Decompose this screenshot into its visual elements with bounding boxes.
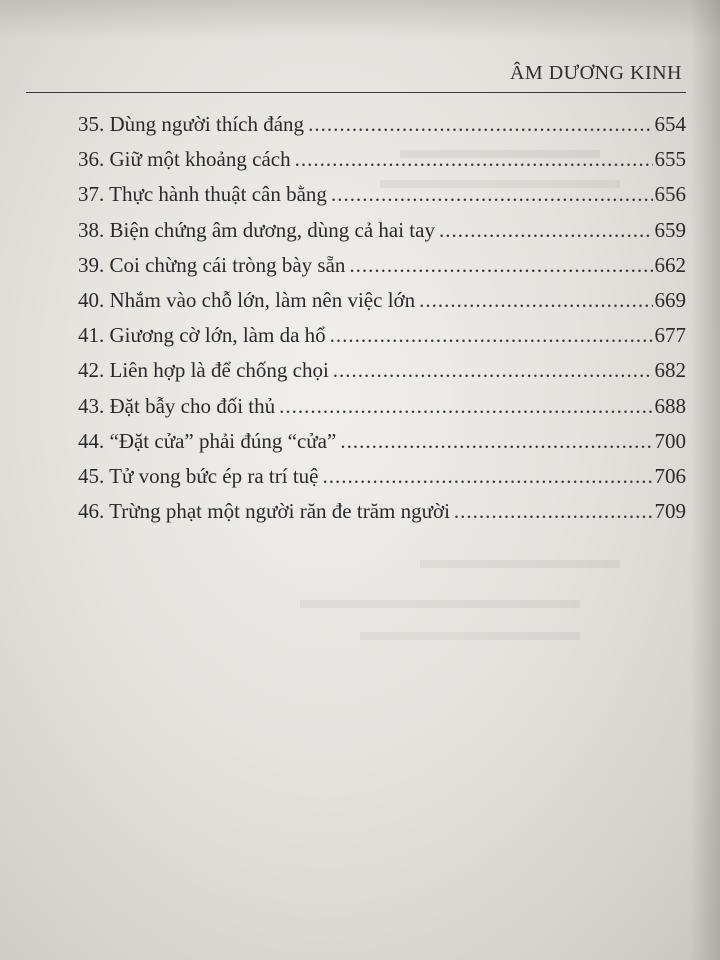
dot-leader: [295, 147, 653, 172]
toc-entry: [78, 394, 686, 429]
toc-entry-title: 39. Coi chừng cái tròng bày sẵn: [78, 252, 346, 277]
dot-leader: [454, 499, 653, 524]
dot-leader: [349, 253, 652, 278]
toc-entry: [78, 499, 686, 534]
toc-entry-page: 656: [654, 182, 686, 207]
toc-entry-title: 35. Dùng người thích đáng: [78, 112, 305, 136]
toc-entry-page: 659: [654, 217, 686, 242]
toc-entry-title: 44. “Đặt cửa” phải đúng “cửa”: [78, 428, 337, 453]
toc-entry-title: 42. Liên hợp là để chống chọi: [78, 358, 329, 383]
toc-entry: [78, 112, 686, 147]
toc-entry-page: 709: [654, 499, 686, 524]
toc-entry: [78, 288, 686, 323]
toc-entry-page: 688: [654, 393, 686, 418]
bleed-through-texture: [300, 600, 580, 608]
header-rule: [26, 92, 686, 93]
toc-entry-title: 38. Biện chứng âm dương, dùng cả hai tay: [78, 217, 435, 242]
toc-entry: [78, 147, 686, 182]
toc-entry-page: 700: [654, 428, 686, 453]
dot-leader: [340, 429, 652, 454]
page-top-shadow: [0, 0, 720, 40]
toc-entry-title: 40. Nhắm vào chỗ lớn, làm nên việc lớn: [78, 287, 416, 312]
dot-leader: [330, 323, 653, 348]
toc-entry-title: 46. Trừng phạt một người răn đe trăm người: [78, 499, 450, 524]
dot-leader: [333, 358, 653, 383]
table-of-contents: [78, 112, 686, 534]
dot-leader: [308, 112, 652, 137]
toc-entry: [78, 253, 686, 288]
toc-entry: [78, 429, 686, 464]
toc-entry: [78, 323, 686, 358]
dot-leader: [331, 182, 653, 207]
toc-entry-title: 36. Giữ một khoảng cách: [78, 147, 291, 172]
bleed-through-texture: [360, 632, 580, 640]
toc-entry-title: 41. Giương cờ lớn, làm da hổ: [78, 323, 326, 348]
toc-entry-page: 682: [654, 358, 686, 383]
dot-leader: [419, 288, 652, 313]
toc-entry-page: 662: [654, 252, 686, 277]
toc-entry: [78, 182, 686, 217]
toc-entry-title: 37. Thực hành thuật cân bằng: [78, 182, 327, 207]
toc-entry: [78, 464, 686, 499]
dot-leader: [279, 394, 652, 419]
running-header: ÂM DƯƠNG KINH: [509, 62, 682, 84]
toc-entry-page: 706: [654, 463, 686, 488]
toc-entry: [78, 218, 686, 253]
bleed-through-texture: [420, 560, 620, 568]
toc-entry-page: 654: [654, 112, 686, 136]
page-right-shadow: [690, 0, 720, 960]
toc-entry-page: 655: [654, 147, 686, 172]
dot-leader: [439, 218, 653, 243]
dot-leader: [323, 464, 653, 489]
toc-entry-page: 669: [654, 287, 686, 312]
toc-entry-title: 43. Đặt bẫy cho đối thủ: [78, 393, 276, 418]
toc-entry: [78, 358, 686, 393]
toc-entry-title: 45. Tử vong bức ép ra trí tuệ: [78, 463, 319, 488]
toc-entry-page: 677: [654, 323, 686, 348]
